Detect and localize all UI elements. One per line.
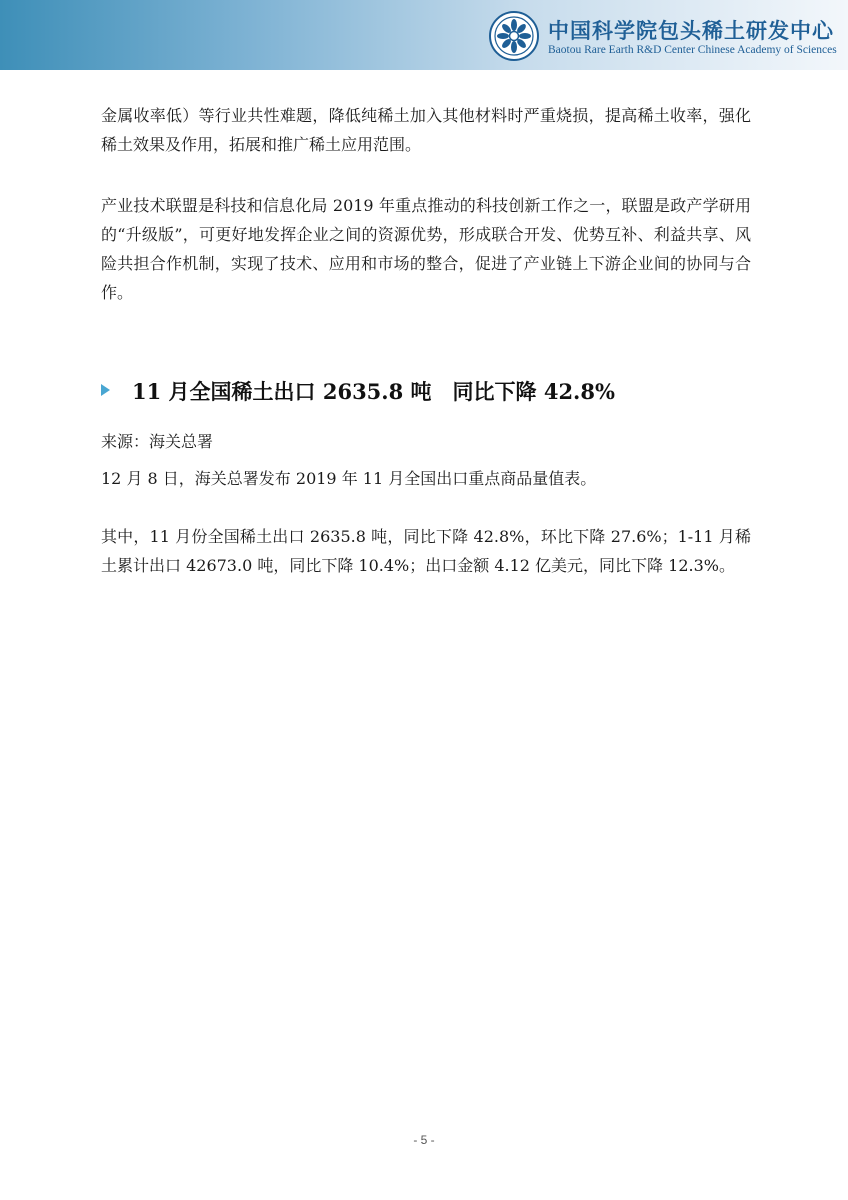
- triangle-bullet-icon: [101, 384, 110, 396]
- page-header-banner: [0, 0, 848, 70]
- source-line: 来源：海关总署: [101, 432, 214, 451]
- cas-logo-icon: [489, 11, 539, 61]
- page-number: - 5 -: [413, 1133, 435, 1147]
- org-name-chinese: 中国科学院包头稀土研发中心: [548, 18, 834, 43]
- body-paragraph-3: 12 月 8 日，海关总署发布 2019 年 11 月全国出口重点商品量值表。: [101, 469, 597, 488]
- body-paragraph-1: 金属收率低）等行业共性难题，降低纯稀土加入其他材料时严重烧损，提高稀土收率，强化稀土效果及作用，拓展和推广稀土应用范围。: [101, 106, 751, 154]
- section-heading-title: 11 月全国稀土出口 2635.8 吨 同比下降 42.8%: [132, 379, 615, 404]
- body-paragraph-2: 产业技术联盟是科技和信息化局 2019 年重点推动的科技创新工作之一，联盟是政产学研用的“升级版”，可更好地发挥企业之间的资源优势，形成联合开发、优势互补、利益共享、风险共担合作机制，实现了技术、应用和市场的整合，促进了产业链上下游企业间的协同与合作。: [101, 196, 751, 302]
- org-name-english: Baotou Rare Earth R&D Center Chinese Academy of Sciences: [548, 44, 837, 56]
- body-paragraph-4: 其中，11 月份全国稀土出口 2635.8 吨，同比下降 42.8%，环比下降 27.6%；1-11 月稀土累计出口 42673.0 吨，同比下降 10.4%；出口金额 4.12 亿美元，同比下降 12.3%。: [101, 527, 751, 575]
- section-heading: [101, 376, 761, 410]
